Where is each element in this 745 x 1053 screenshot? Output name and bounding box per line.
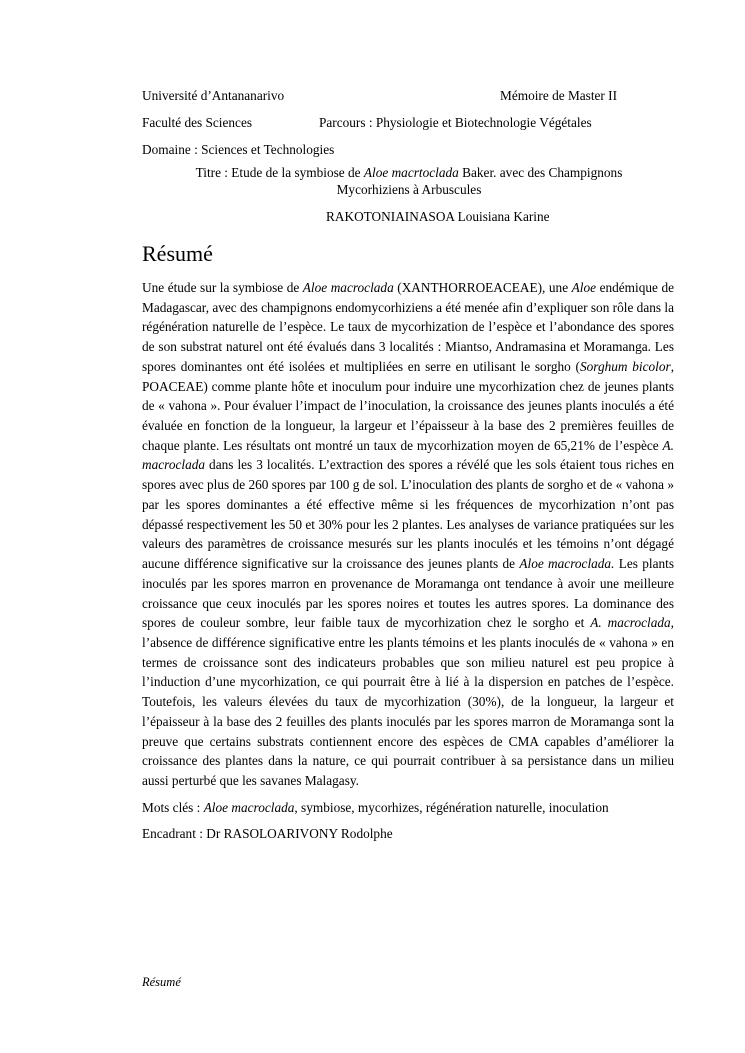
section-title: Résumé	[142, 241, 213, 266]
thesis-title-line-2: Mycorhiziens à Arbuscules	[336, 182, 482, 197]
abstract-italic-run: Sorghum bicolor	[580, 358, 671, 374]
keywords-label: Mots clés :	[142, 799, 204, 815]
abstract-text-run: , POACEAE) comme plante hôte et inoculum pour induire une mycorhization chez de jeunes plants de « vahona ». Pour évaluer l’impact de l’inoculation, la croissance des jeunes plants inoculés a été évaluée en fonction de la longueur, la largeur et l’épaisseur à la base des 2 premières feuilles de chaque plante. Les résultats ont montré un taux de mycorhization moyen de 65,21% de l’espèce	[142, 358, 675, 453]
abstract-text-run: endémique de Madagascar, avec des champignons endomycorhiziens a été menée afin d’expliquer son rôle dans la régénération naturelle de l’espèce. Le taux de mycorhization de l’espèce et l’abondance des spores de son substrat naturel ont été évalués dans 3 localités : Miantso, Andramasina et Moramanga. Les spores dominantes ont été isolées et multipliées en serre en utilisant le sorgho (	[142, 280, 674, 374]
header-row-2	[142, 113, 674, 132]
author-name: RAKOTONIAINASOA Louisiana Karine	[326, 209, 550, 224]
abstract-text-run: l’absence de différence significative entre les plants témoins et les plants inoculés de « vahona » en termes de croissance sont des indicateurs probables que son milieu naturel est peu propice à l’induction d’une mycorhization, ce qui pourrait être à lié à la dispersion en patches de l’espèce. Toutefois, les valeurs élevées du taux de mycorhization (30%), de la longueur, la largeur et l’épaisseur à la base des 2 feuilles des plants inoculés par les spores marron de Moramanga sont la preuve que certains substrats contiennent encore des espèces de CMA capables d’améliorer la croissance des plantes dans la nature, ce qui pourrait contribuer à sa persistance dans un milieu aussi perturbé que les savanes Malagasy.	[142, 634, 674, 788]
abstract-italic-run: A. macroclada,	[590, 615, 674, 631]
thesis-title	[142, 164, 674, 198]
abstract-italic-run: A. macroclada	[142, 437, 674, 473]
thesis-title-suffix: Baker. avec des Champignons	[458, 165, 623, 180]
header-row-3	[142, 140, 674, 159]
domain-label: Domaine : Sciences et Technologies	[142, 142, 335, 157]
abstract-italic-run: Aloe macroclada.	[519, 556, 615, 572]
abstract-text-run: (XANTHORROEACEAE)	[393, 280, 543, 295]
abstract-text-run: Une étude sur la symbiose de	[142, 280, 303, 295]
keywords-list: , symbiose, mycorhizes, régénération naturelle, inoculation	[294, 799, 609, 815]
abstract-italic-run: Aloe	[571, 280, 597, 295]
abstract-italic-run: ,	[542, 280, 546, 295]
degree-label: Mémoire de Master II	[500, 88, 618, 103]
abstract-text-run: Les plants inoculés par les spores marron en provenance de Moramanga ont tendance à avoir une meilleure croissance que ceux inoculés par les spores noires et toutes les autres spores. La dominance des spores de couleur sombre, leur faible taux de mycorhization chez le sorgho et	[142, 556, 674, 631]
parcours-label: Parcours : Physiologie et Biotechnologie Végétales	[319, 115, 592, 130]
thesis-title-species: Aloe macrtoclada	[363, 165, 459, 180]
university-name: Université d’Antananarivo	[142, 88, 285, 103]
page-content	[142, 86, 674, 843]
abstract-text-run: une	[545, 280, 572, 295]
thesis-title-line-1	[144, 164, 674, 181]
supervisor: Encadrant : Dr RASOLOARIVONY Rodolphe	[142, 825, 393, 841]
keywords	[142, 798, 674, 817]
abstract-italic-run: Aloe macroclada	[302, 280, 394, 295]
abstract-text	[142, 278, 674, 791]
header-row-1	[142, 86, 674, 105]
faculty-name: Faculté des Sciences	[142, 115, 253, 130]
abstract-text-run: dans les 3 localités. L’extraction des spores a révélé que les sols étaient tous riches en spores avec plus de 260 spores par 100 g de sol. L’inoculation des plants de sorgho et de « vahona » par les spores dominantes a été effective même si les fréquences de mycorhization n’ont pas dépassé respectivement les 50 et 30% pour les 2 plantes. Les analyses de variance pratiquées sur les valeurs des paramètres de croissance mesurés sur les plants inoculés et les témoins n’ont dégagé aucune différence significative sur la croissance des jeunes plants de	[142, 457, 674, 572]
thesis-title-prefix: Titre : Etude de la symbiose de	[195, 165, 364, 180]
keywords-species: Aloe macroclada	[203, 799, 295, 815]
page-footer: Résumé	[142, 975, 181, 989]
